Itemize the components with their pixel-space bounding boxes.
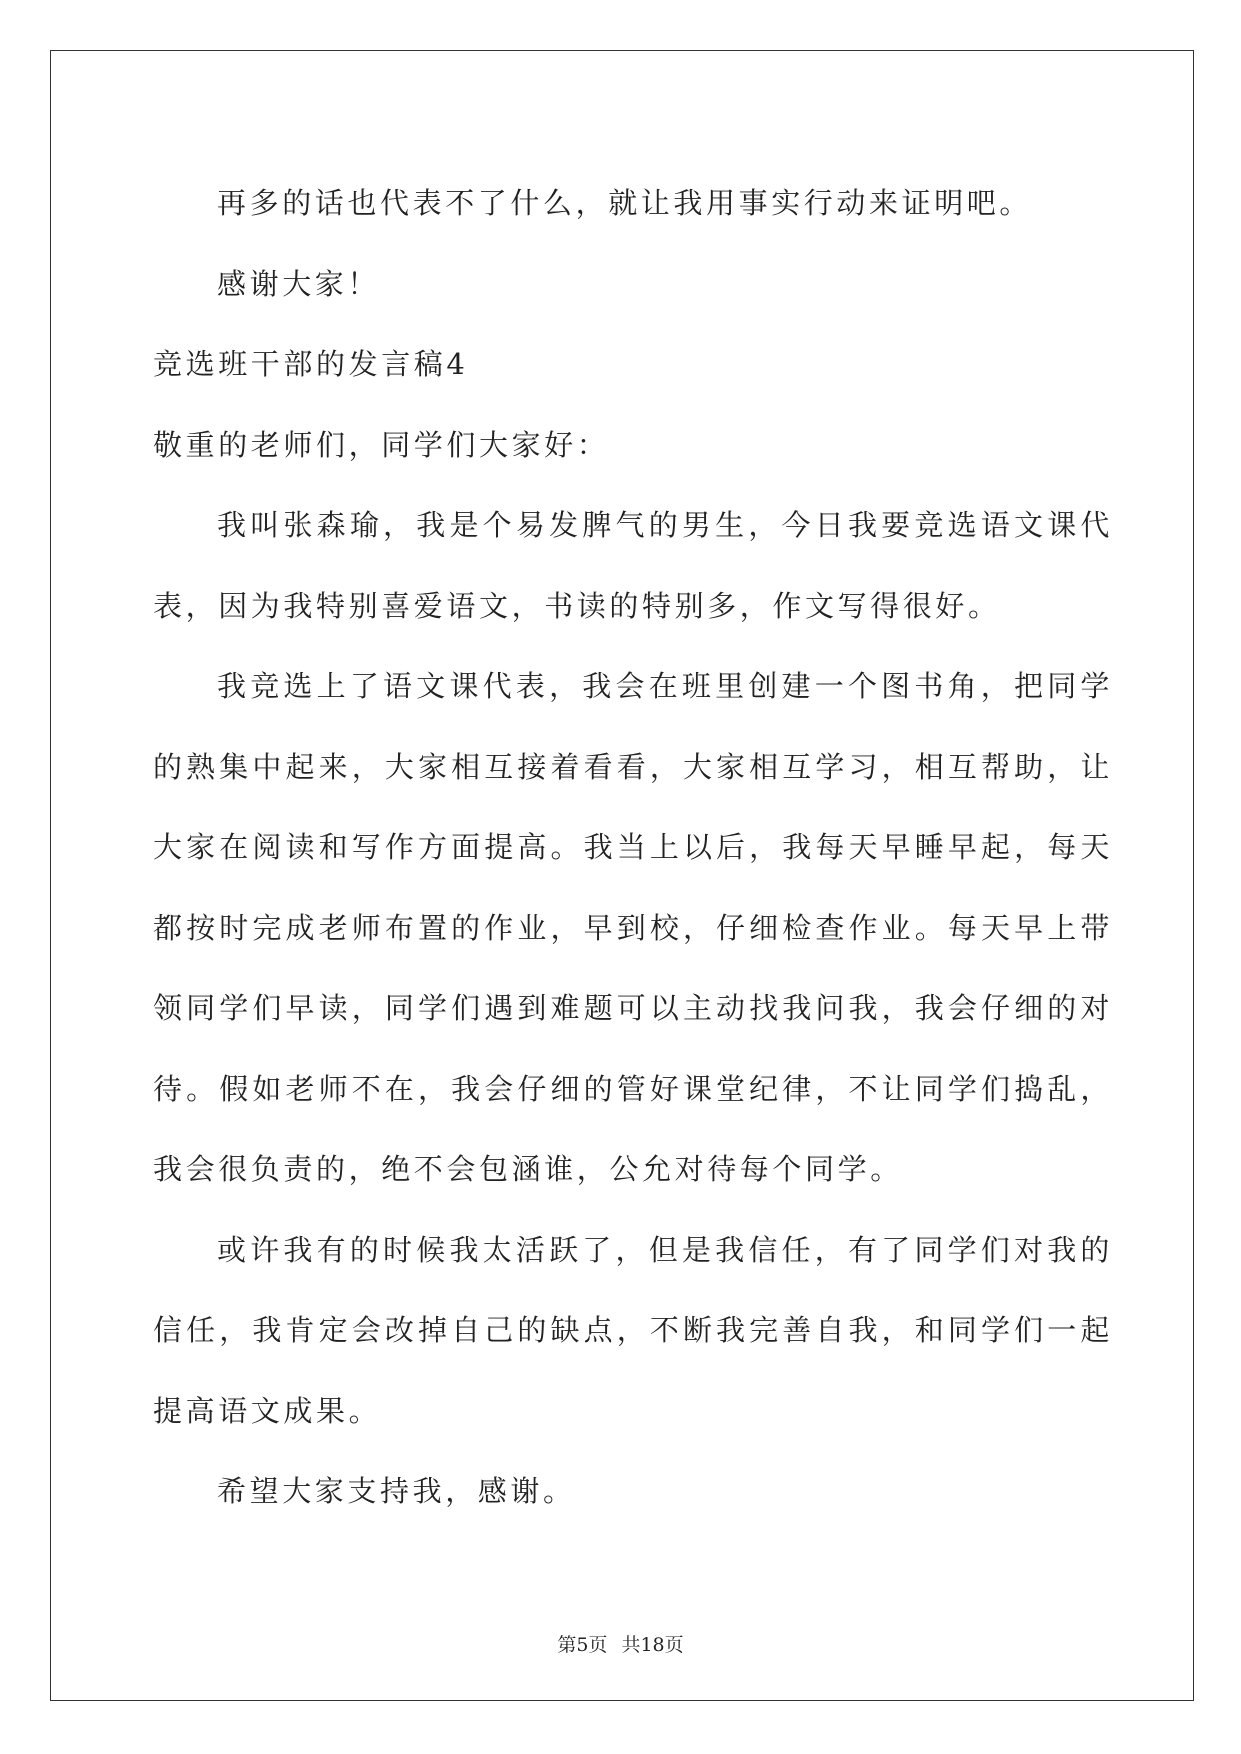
paragraph: 我叫张森瑜，我是个易发脾气的男生，今日我要竞选语文课代表，因为我特别喜爱语文，书读的特别多，作文写得很好。	[153, 508, 1113, 623]
page-number: 第5页	[557, 1634, 608, 1656]
section-title: 竞选班干部的发言稿4	[153, 347, 469, 381]
salutation: 敬重的老师们，同学们大家好：	[153, 427, 610, 462]
document-body	[153, 163, 1113, 1532]
page-total: 共18页	[621, 1634, 684, 1656]
paragraph: 或许我有的时候我太活跃了，但是我信任，有了同学们对我的信任，我肯定会改掉自己的缺点，不断我完善自我，和同学们一起提高语文成果。	[153, 1232, 1113, 1428]
paragraph: 我竞选上了语文课代表，我会在班里创建一个图书角，把同学的熟集中起来，大家相互接着看看，大家相互学习，相互帮助，让大家在阅读和写作方面提高。我当上以后，我每天早睡早起，每天都按时完成老师布置的作业，早到校，仔细检查作业。每天早上带领同学们早读，同学们遇到难题可以主动找我问我，我会仔细的对待。假如老师不在，我会仔细的管好课堂纪律，不让同学们捣乱，我会很负责的，绝不会包涵谁，公允对待每个同学。	[153, 669, 1113, 1186]
paragraph: 感谢大家！	[217, 266, 381, 301]
page-footer	[0, 1630, 1241, 1657]
paragraph: 再多的话也代表不了什么，就让我用事实行动来证明吧。	[217, 186, 1033, 220]
paragraph: 希望大家支持我，感谢。	[217, 1474, 576, 1508]
